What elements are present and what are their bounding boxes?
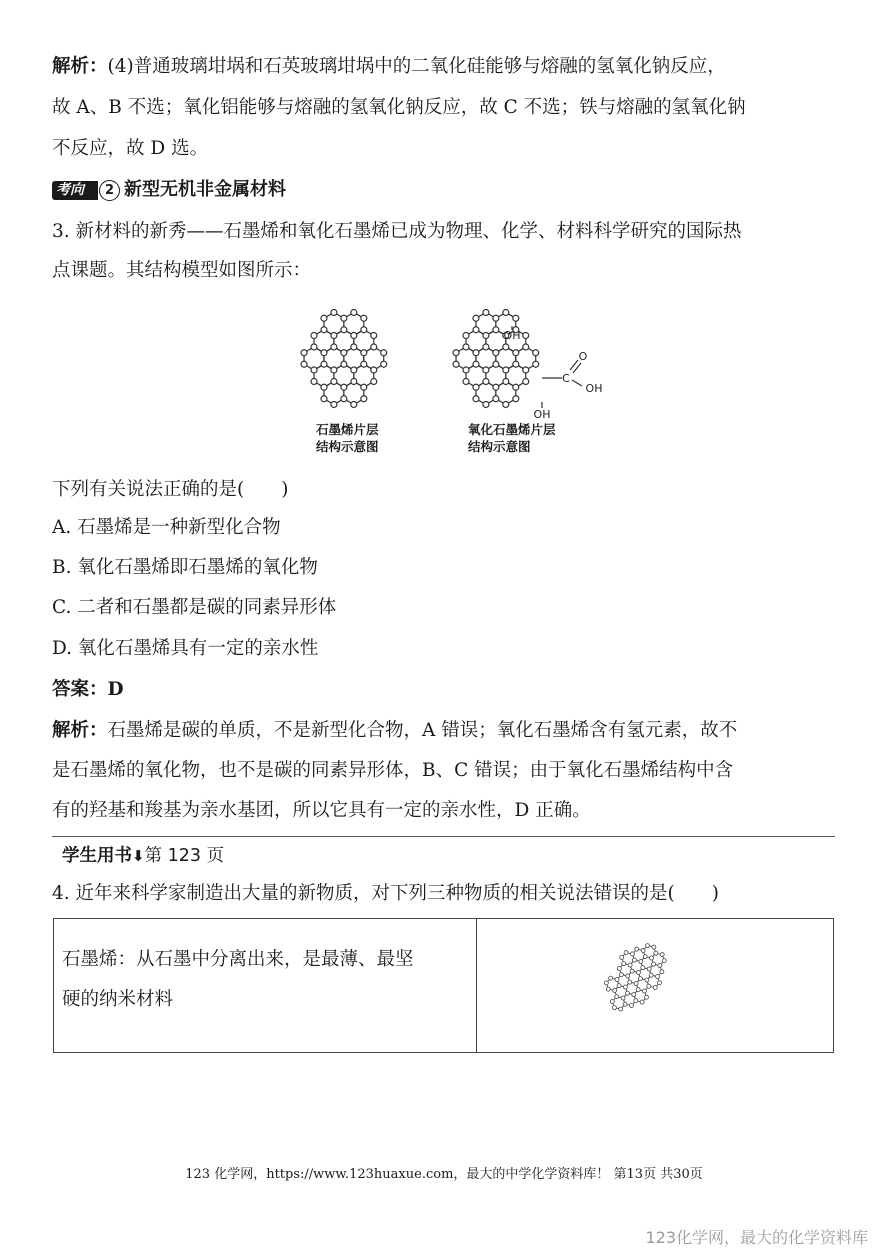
q3-answer-label: 答案： <box>52 679 108 700</box>
carbon-atom <box>660 952 665 957</box>
carbon-atom <box>523 367 529 373</box>
prev-analysis-line-3: 不反应，故 D 选。 <box>52 138 209 159</box>
q4-cell-line-1: 石墨烯：从石墨中分离出来，是最薄、最坚 <box>62 949 414 970</box>
q4-cell-line-2: 硬的纳米材料 <box>62 989 174 1010</box>
prev-analysis-text-1: (4)普通玻璃坩埚和石英玻璃坩埚中的二氧化硅能够与熔融的氢氧化钠反应， <box>107 56 726 77</box>
carbon-atom <box>381 350 387 356</box>
carbon-atom <box>453 361 459 367</box>
carbon-atom <box>311 379 317 385</box>
carbon-atom <box>533 350 539 356</box>
q3-stem-line-2: 点课题。其结构模型如图所示： <box>52 260 312 281</box>
q4-stem: 4. 近年来科学家制造出大量的新物质，对下列三种物质的相关说法错误的是( ) <box>52 883 719 904</box>
carbon-atom <box>483 333 489 339</box>
carbon-atom <box>351 310 357 316</box>
carbon-atom <box>463 333 469 339</box>
carbon-atom <box>503 379 509 385</box>
watermark: 123化学网，最大的化学资料库 <box>645 1228 868 1247</box>
fig-left-caption-2: 结构示意图 <box>316 439 379 454</box>
book-ref-label: 学生用书 <box>62 846 132 866</box>
oh-top-label: OH <box>503 329 521 342</box>
carbon-atom <box>523 333 529 339</box>
carbon-atom <box>503 310 509 316</box>
q3-option-d: D. 氧化石墨烯具有一定的亲水性 <box>52 638 319 659</box>
carbon-atom <box>473 384 479 390</box>
carbon-atom <box>351 344 357 350</box>
carbon-atom <box>321 350 327 356</box>
carbon-atom <box>341 396 347 402</box>
carbon-atom <box>331 344 337 350</box>
section-tag <box>52 180 118 201</box>
carbon-atom <box>331 310 337 316</box>
carbon-atom <box>371 333 377 339</box>
carbon-atom <box>371 367 377 373</box>
q3-analysis-line-2: 是石墨烯的氧化物，也不是碳的同素异形体，B、C 错误；由于氧化石墨烯结构中含 <box>52 760 734 781</box>
carbon-atom <box>483 344 489 350</box>
carbon-atom <box>473 350 479 356</box>
book-reference <box>62 843 224 869</box>
carbon-atom <box>381 361 387 367</box>
carbon-atom <box>341 315 347 321</box>
carbon-atom <box>453 350 459 356</box>
q3-option-b: B. 氧化石墨烯即石墨烯的氧化物 <box>52 557 318 578</box>
carbon-atom <box>301 361 307 367</box>
carbon-atom <box>361 361 367 367</box>
cooh-c-label: C <box>562 372 570 385</box>
carbon-atom <box>483 379 489 385</box>
section-tag-label: 考向 <box>56 182 84 198</box>
carbon-atom <box>321 327 327 333</box>
carbon-atom <box>513 361 519 367</box>
carbon-atom <box>463 379 469 385</box>
carbon-atom <box>361 315 367 321</box>
carbon-atom <box>321 361 327 367</box>
fig-right-caption-2: 结构示意图 <box>468 439 531 454</box>
carbon-atom <box>483 310 489 316</box>
carbon-atom <box>513 350 519 356</box>
carbon-atom <box>606 987 611 992</box>
cooh-oh-label: OH <box>585 382 603 395</box>
carbon-atom <box>361 327 367 333</box>
q3-option-c: C. 二者和石墨都是碳的同素异形体 <box>52 597 337 618</box>
carbon-atom <box>331 379 337 385</box>
carbon-atom <box>371 344 377 350</box>
down-arrow-icon: ⬇ <box>132 847 145 865</box>
fig-left-caption-1: 石墨烯片层 <box>316 422 379 437</box>
carbon-atom <box>351 379 357 385</box>
carbon-atom <box>463 367 469 373</box>
carbon-atom <box>473 396 479 402</box>
carbon-atom <box>361 350 367 356</box>
q3-analysis-text-1: 石墨烯是碳的单质，不是新型化合物，A 错误；氧化石墨烯含有氢元素，故不 <box>107 720 738 741</box>
carbon-atom <box>351 402 357 408</box>
q3-question: 下列有关说法正确的是( ) <box>52 479 289 500</box>
carbon-atom <box>493 361 499 367</box>
carbon-atom <box>341 350 347 356</box>
divider <box>52 836 835 837</box>
graphene-oxide-sheet-icon <box>453 310 539 408</box>
carbon-atom <box>321 384 327 390</box>
carbon-atom <box>493 384 499 390</box>
q3-stem-line-1: 3. 新材料的新秀——石墨烯和氧化石墨烯已成为物理、化学、材料科学研究的国际热 <box>52 221 742 242</box>
carbon-atom <box>311 367 317 373</box>
fig-right-caption-1: 氧化石墨烯片层 <box>468 422 556 437</box>
carbon-atom <box>341 361 347 367</box>
graphene-sheet-icon <box>301 310 387 408</box>
cooh-o-label: O <box>578 350 588 363</box>
prev-analysis-label: 解析： <box>52 56 108 77</box>
carbon-atom <box>331 367 337 373</box>
carbon-atom <box>351 367 357 373</box>
functional-groups <box>512 326 582 408</box>
q4-table-divider <box>476 918 477 1053</box>
graphene-sheet-illustration <box>600 936 720 1026</box>
carbon-atom <box>493 350 499 356</box>
carbon-atom <box>612 1005 617 1010</box>
carbon-atom <box>503 344 509 350</box>
carbon-atom <box>473 315 479 321</box>
carbon-atom <box>483 367 489 373</box>
section-title: 新型无机非金属材料 <box>124 179 286 200</box>
carbon-atom <box>311 344 317 350</box>
carbon-atom <box>361 396 367 402</box>
carbon-atom <box>331 402 337 408</box>
carbon-atom <box>533 361 539 367</box>
carbon-atom <box>523 379 529 385</box>
carbon-atom <box>473 361 479 367</box>
prev-analysis-line-1 <box>52 54 726 80</box>
graphene-structure-figure <box>280 298 620 428</box>
carbon-atom <box>361 384 367 390</box>
carbon-atom <box>351 333 357 339</box>
section-tag-number: 2 <box>99 180 120 201</box>
carbon-atom <box>651 944 656 949</box>
carbon-atom <box>513 315 519 321</box>
carbon-atom <box>483 402 489 408</box>
carbon-atom <box>341 384 347 390</box>
carbon-atom <box>513 384 519 390</box>
carbon-atom <box>371 379 377 385</box>
q3-analysis-line-1 <box>52 718 737 744</box>
carbon-atom <box>493 396 499 402</box>
q3-answer <box>52 677 124 703</box>
carbon-atom <box>513 396 519 402</box>
oh-bottom-label: OH <box>533 408 551 421</box>
carbon-atom <box>341 327 347 333</box>
carbon-atom <box>503 402 509 408</box>
carbon-atom <box>473 327 479 333</box>
carbon-atom <box>301 350 307 356</box>
prev-analysis-line-2: 故 A、B 不选；氧化铝能够与熔融的氢氧化钠反应，故 C 不选；铁与熔融的氢氧化钠 <box>52 97 746 118</box>
q3-answer-value: D <box>107 679 124 700</box>
page-footer: 123 化学网，https://www.123huaxue.com，最大的中学化学资料库！ 第13页 共30页 <box>185 1167 703 1182</box>
carbon-atom <box>493 327 499 333</box>
carbon-atom <box>321 396 327 402</box>
carbon-atom <box>331 333 337 339</box>
carbon-atom <box>493 315 499 321</box>
carbon-atom <box>321 315 327 321</box>
q3-analysis-label: 解析： <box>52 720 108 741</box>
q3-option-a: A. 石墨烯是一种新型化合物 <box>52 517 281 538</box>
carbon-atom <box>523 344 529 350</box>
q3-analysis-line-3: 有的羟基和羧基为亲水基团，所以它具有一定的亲水性，D 正确。 <box>52 800 591 821</box>
carbon-atom <box>503 367 509 373</box>
book-ref-page: 第 123 页 <box>144 846 225 866</box>
carbon-atom <box>311 333 317 339</box>
carbon-atom <box>463 344 469 350</box>
